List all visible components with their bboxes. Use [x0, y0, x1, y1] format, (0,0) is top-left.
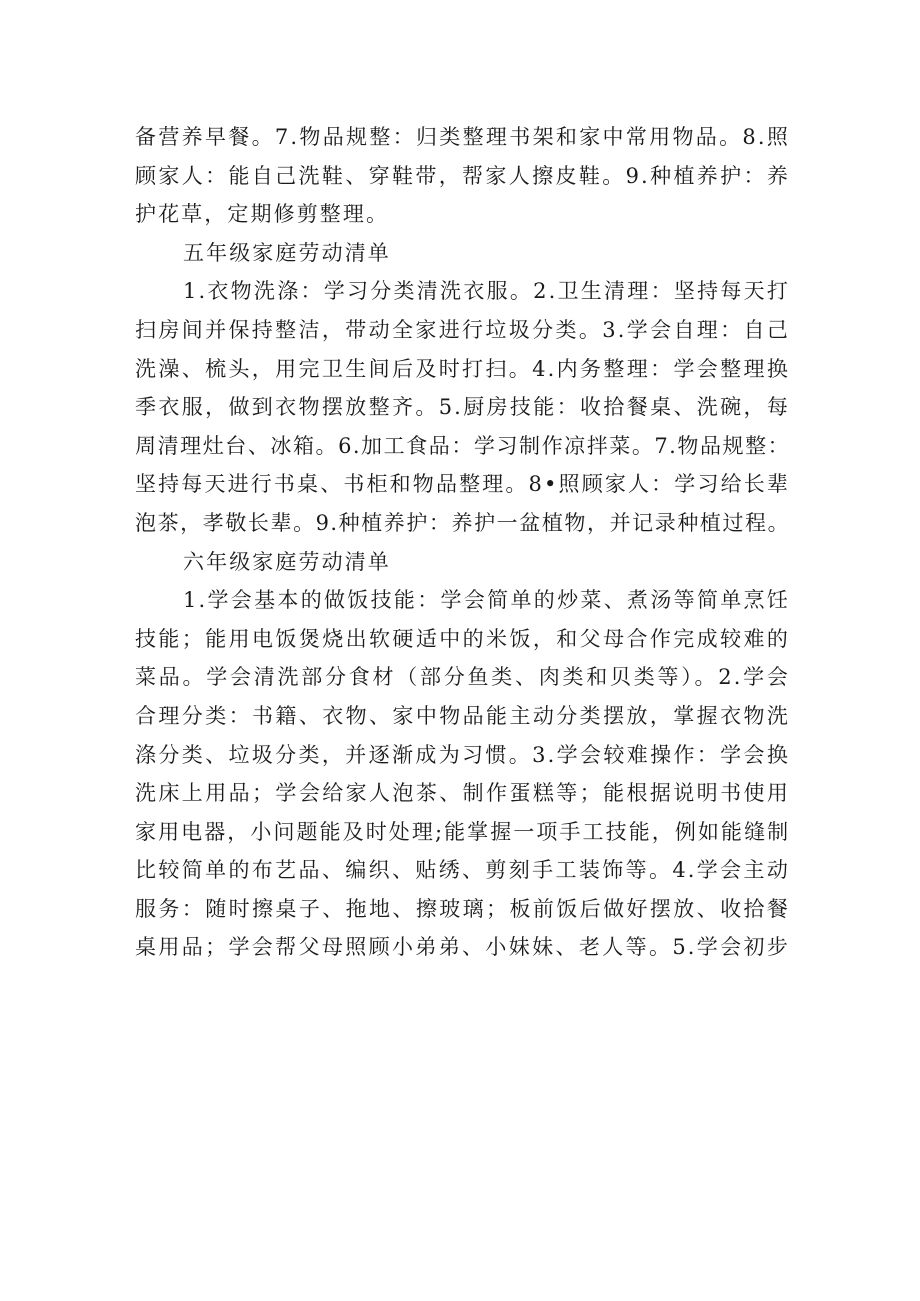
body-line: 周清理灶台、冰箱。6.加工食品：学习制作凉拌菜。7.物品规整： [135, 433, 790, 458]
body-line: 涤分类、垃圾分类，并逐渐成为习惯。3.学会较难操作：学会换 [135, 742, 790, 767]
section-heading-grade6: 六年级家庭劳动清单 [183, 549, 391, 574]
body-line: 服务：随时擦桌子、拖地、擦玻璃；板前饭后做好摆放、收拾餐 [135, 896, 790, 921]
section-heading-grade5: 五年级家庭劳动清单 [183, 240, 391, 265]
body-line: 家用电器，小问题能及时处理;能掌握一项手工技能，例如能缝制 [135, 819, 790, 844]
body-line: 坚持每天进行书桌、书柜和物品整理。8•照顾家人：学习给长辈 [135, 472, 790, 497]
body-line: 泡茶，孝敬长辈。9.种植养护：养护一盆植物，并记录种植过程。 [135, 510, 790, 535]
body-line: 技能；能用电饭煲烧出软硬适中的米饭，和父母合作完成较难的 [135, 626, 790, 651]
body-line: 1.衣物洗涤：学习分类清洗衣服。2.卫生清理：坚持每天打 [183, 279, 790, 304]
body-line: 洗澡、梳头，用完卫生间后及时打扫。4.内务整理：学会整理换 [135, 356, 790, 381]
body-line: 桌用品；学会帮父母照顾小弟弟、小妹妹、老人等。5.学会初步 [135, 935, 790, 960]
document-body [135, 118, 790, 967]
body-line: 顾家人：能自己洗鞋、穿鞋带，帮家人擦皮鞋。9.种植养护：养 [135, 163, 790, 188]
body-line: 护花草，定期修剪整理。 [135, 202, 390, 227]
body-line: 季衣服，做到衣物摆放整齐。5.厨房技能：收拾餐桌、洗碗，每 [135, 395, 790, 420]
body-line: 菜品。学会清洗部分食材（部分鱼类、肉类和贝类等）。2.学会 [135, 665, 790, 690]
body-line: 洗床上用品；学会给家人泡茶、制作蛋糕等；能根据说明书使用 [135, 781, 790, 806]
body-line: 备营养早餐。7.物品规整：归类整理书架和家中常用物品。8.照 [135, 125, 790, 149]
body-line: 合理分类：书籍、衣物、家中物品能主动分类摆放，掌握衣物洗 [135, 703, 790, 728]
body-line: 1.学会基本的做饭技能：学会简单的炒菜、煮汤等简单烹饪 [183, 588, 790, 613]
body-line: 比较简单的布艺品、编织、贴绣、剪刻手工装饰等。4.学会主动 [135, 858, 790, 883]
body-line: 扫房间并保持整洁，带动全家进行垃圾分类。3.学会自理：自己 [135, 317, 790, 342]
